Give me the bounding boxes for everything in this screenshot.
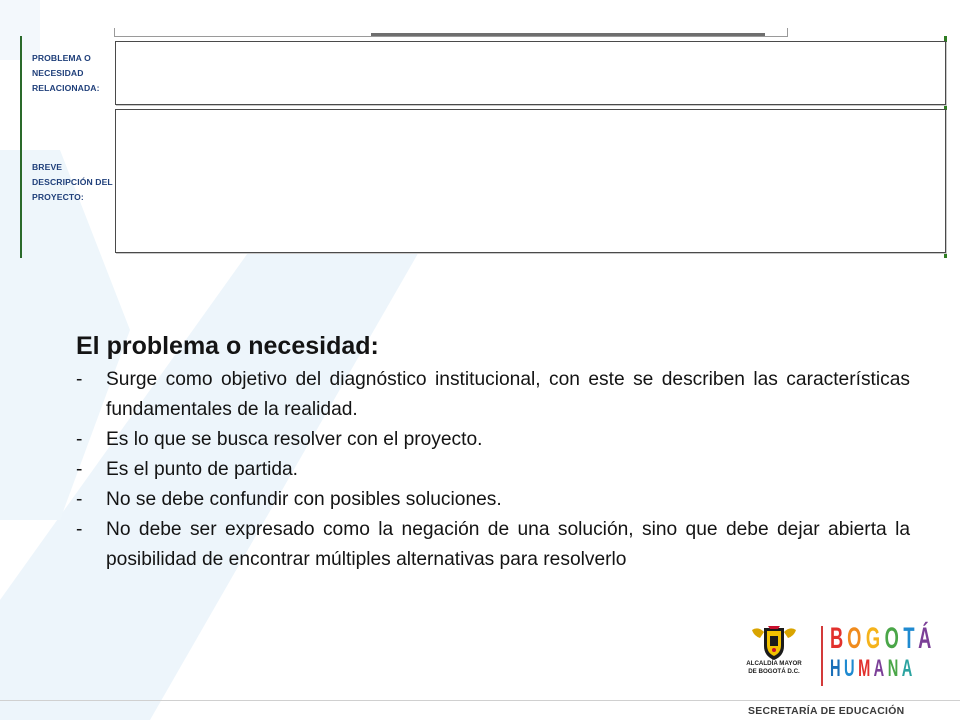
alcaldia-line: ALCALDÍA MAYOR (746, 660, 802, 667)
alcaldia-line: DE BOGOTÁ D.C. (748, 668, 800, 675)
form-top-field (114, 28, 788, 37)
list-item (76, 485, 910, 515)
descripcion-label (32, 160, 116, 205)
problema-field[interactable] (115, 41, 946, 105)
problema-label-line: RELACIONADA: (32, 83, 100, 93)
list-item-text: Es el punto de partida. (106, 459, 299, 480)
logo-letter: M (857, 655, 871, 682)
logo-letter: A (873, 655, 885, 682)
logo-letter: A (901, 655, 913, 682)
form-top-field-bar (371, 33, 765, 36)
descripcion-label-line: BREVE (32, 162, 63, 172)
list-item-text: Es lo que se busca resolver con el proyecto. (106, 429, 483, 450)
logo-letter: U (843, 655, 855, 682)
problema-label-line: NECESIDAD (32, 68, 84, 78)
logo-divider (821, 626, 823, 686)
list-item-text: No se debe confundir con posibles soluciones. (106, 489, 502, 510)
logo-letter: H (830, 655, 841, 682)
descripcion-label-line: PROYECTO: (32, 192, 84, 202)
bullet-marker: - (76, 369, 83, 390)
bullet-marker: - (76, 489, 83, 510)
logo-block (730, 616, 930, 694)
descripcion-field[interactable] (115, 109, 946, 253)
alcaldia-text (730, 660, 818, 676)
bullet-marker: - (76, 429, 83, 450)
list-item (76, 365, 910, 425)
form-left-border (20, 36, 22, 258)
footer-divider (0, 700, 960, 701)
problema-label (32, 51, 116, 96)
humana-logo (830, 656, 940, 682)
list-item-text: No debe ser expresado como la negación de una solución, sino que debe dejar abierta la posibilidad de encontrar múltiples alternativas para resolverlo (106, 519, 910, 570)
list-item-text: Surge como objetivo del diagnóstico institucional, con este se describen las características fundamentales de la realidad. (106, 369, 910, 420)
bogota-logo (830, 624, 960, 654)
list-item (76, 455, 910, 485)
bullet-marker: - (76, 459, 83, 480)
descripcion-label-line: DESCRIPCIÓN DEL (32, 177, 113, 187)
problema-label-line: PROBLEMA O (32, 53, 91, 63)
logo-letter: Á (917, 622, 932, 655)
bullet-marker: - (76, 519, 83, 540)
logo-letter: O (847, 622, 862, 655)
logo-letter: N (887, 655, 899, 682)
list-item (76, 515, 910, 575)
footer-text: SECRETARÍA DE EDUCACIÓN (748, 706, 905, 717)
content-section (76, 328, 910, 575)
logo-letter: T (903, 622, 915, 655)
list-item (76, 425, 910, 455)
logo-letter: O (884, 622, 899, 655)
logo-letter: B (830, 622, 844, 655)
section-heading: El problema o necesidad: (76, 332, 379, 360)
bullet-list (76, 365, 910, 575)
project-form (0, 0, 960, 262)
logo-letter: G (865, 622, 881, 655)
